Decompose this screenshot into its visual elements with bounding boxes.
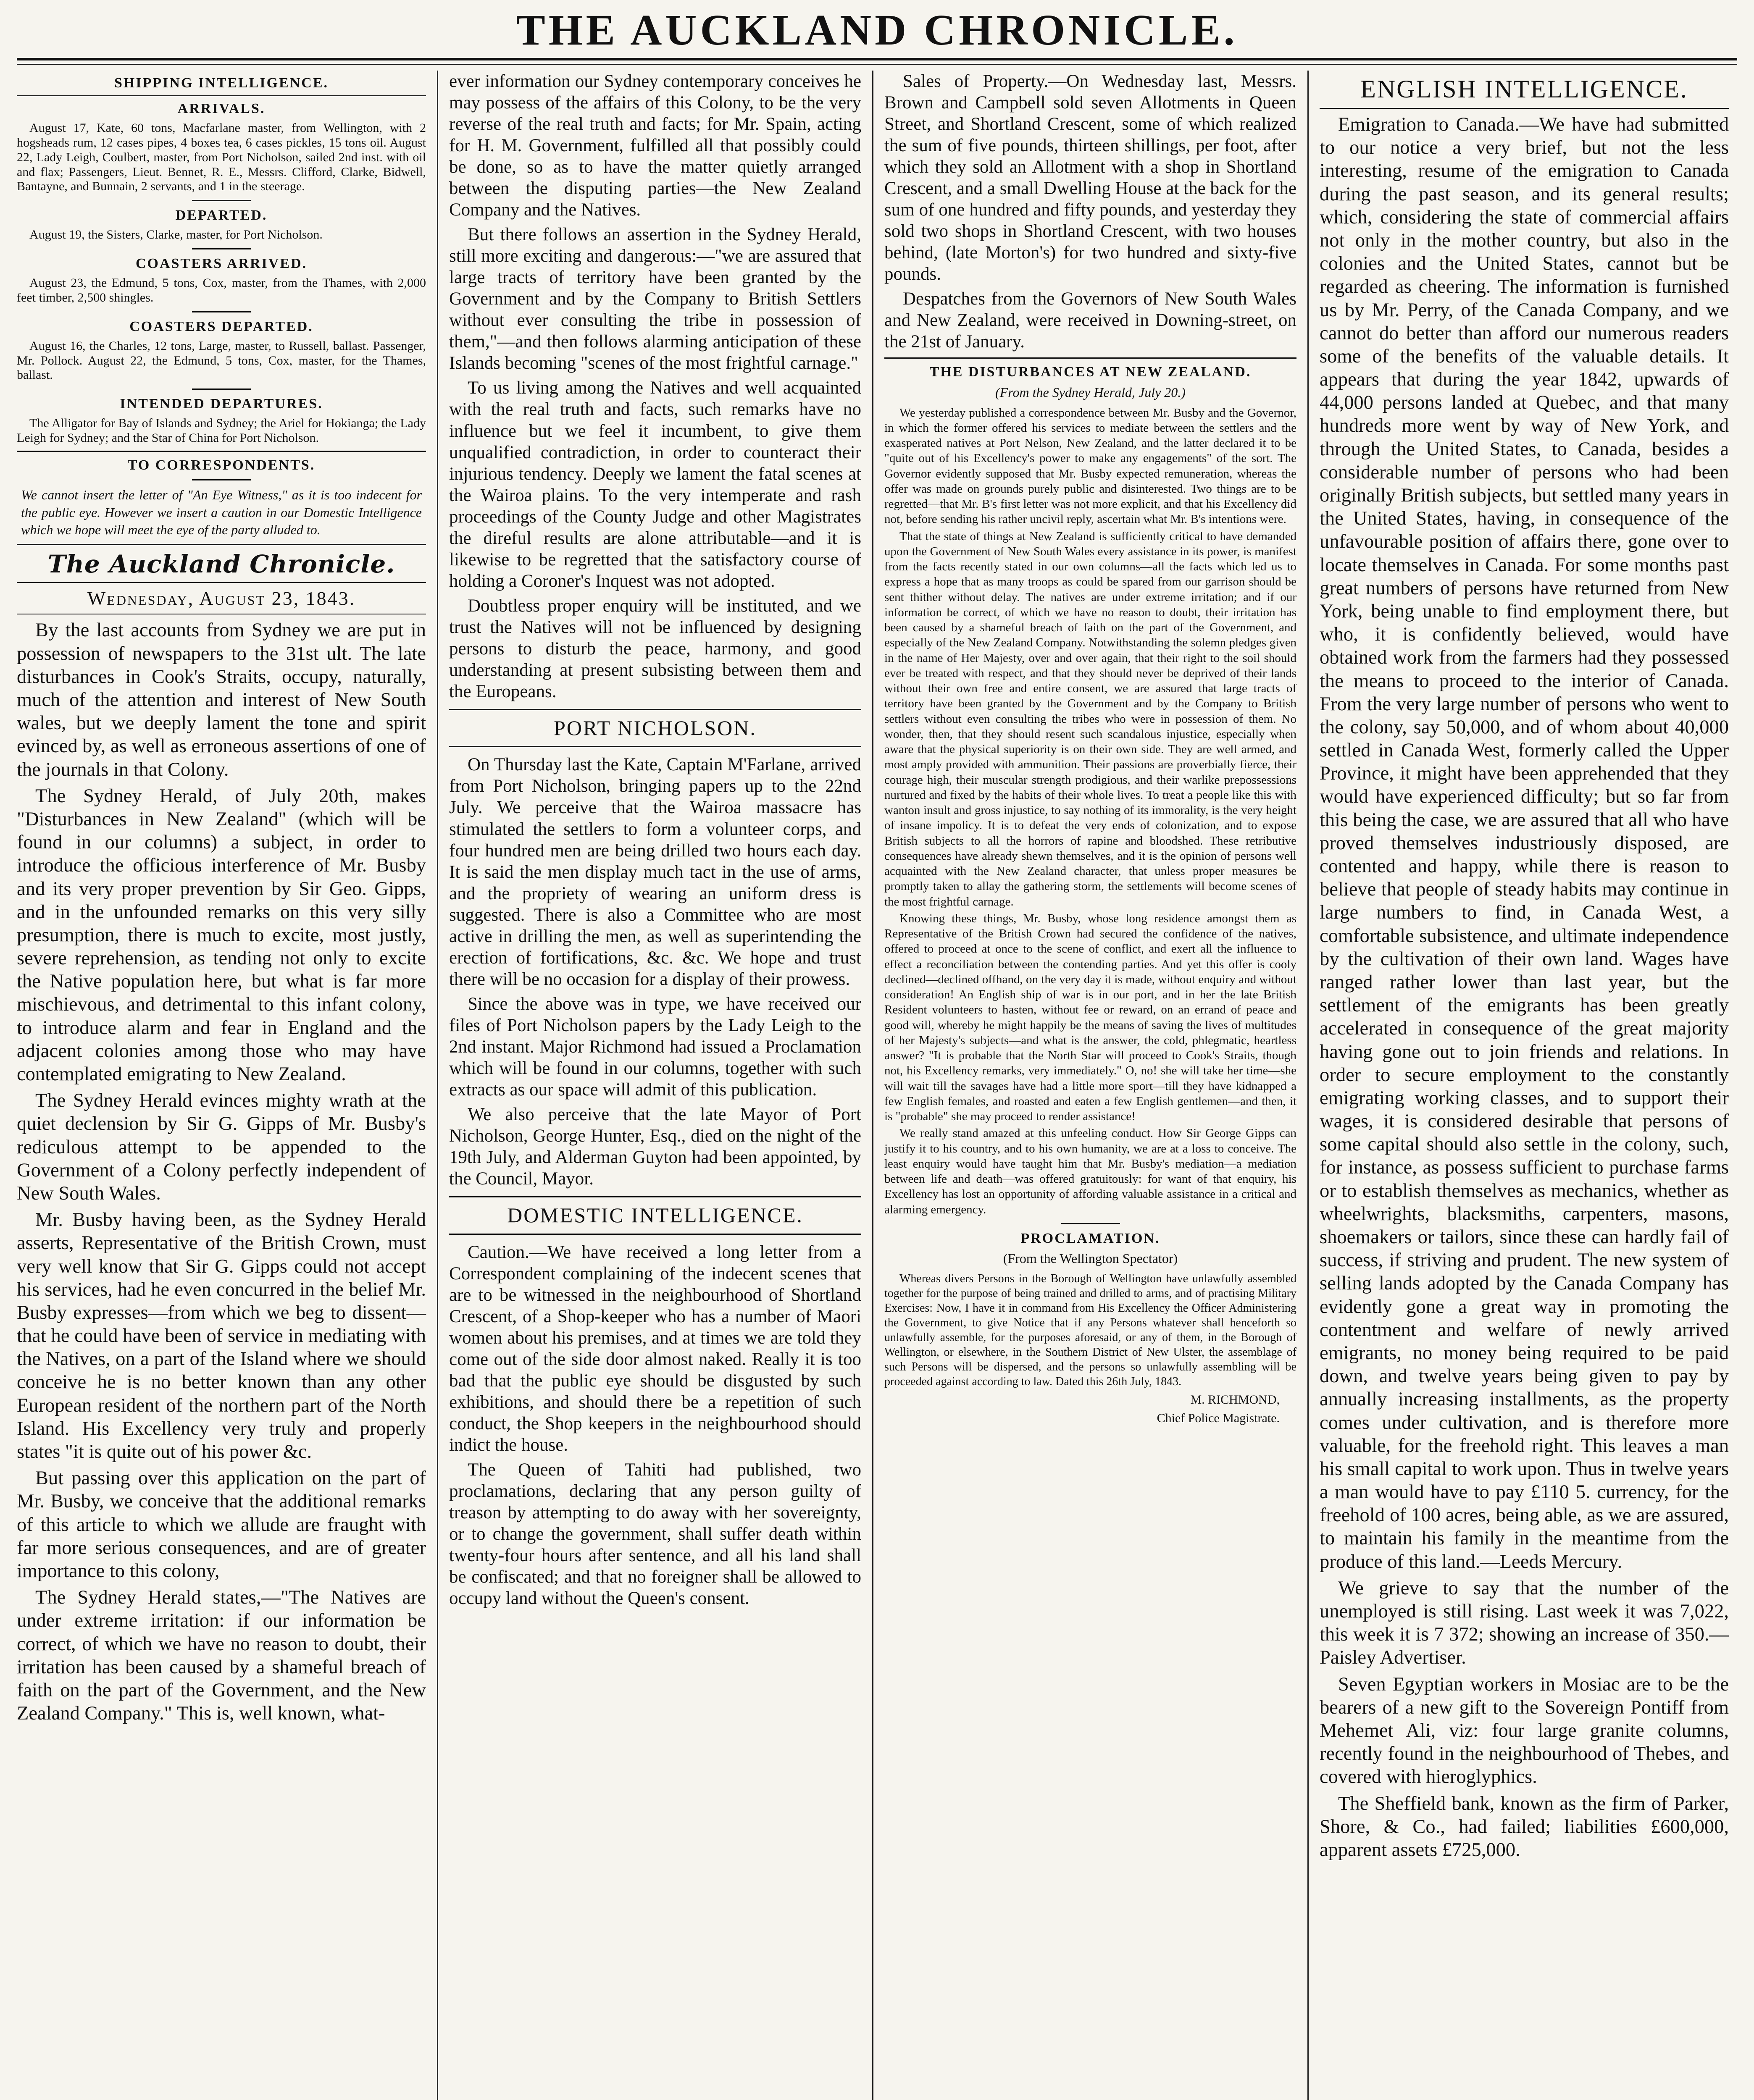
column-4: [1307, 71, 1729, 2100]
paragraph: Mr. Busby having been, as the Sydney Herald asserts, Representative of the British Crown, must very well know that Sir G. Gipps could not accept his services, had he even concurred in the belief Mr. Busby expresses—from which we beg to dissent—that he could have been of service in mediating with the Natives, on a part of the Island where we should conceive he is no better known than any other European resident of the northern part of the North Island. His Excellency very truly and properly states "it is quite out of his power &c.: [17, 1209, 426, 1463]
paragraph: The Sheffield bank, known as the firm of Parker, Shore, & Co., had failed; liabilities £600,000, apparent assets £725,000.: [1320, 1793, 1729, 1861]
domestic-intelligence-heading: DOMESTIC INTELLIGENCE.: [507, 1203, 803, 1227]
departed-text: August 19, the Sisters, Clarke, master, for Port Nicholson.: [29, 228, 323, 242]
column-1: [17, 71, 437, 2100]
paragraph: We grieve to say that the number of the unemployed is still rising. Last week it was 7,022, this week it is 7 372; showing an increase of 350.—Paisley Advertiser.: [1320, 1577, 1729, 1669]
paper-title: The Auckland Chronicle.: [47, 549, 395, 578]
paragraph: Seven Egyptian workers in Mosiac are to be the bearers of a new gift to the Sovereign Pontiff from Mehemet Ali, viz: four large granite columns, recently found in the neighbourhood of Thebes, and covered with hieroglyphics.: [1320, 1673, 1729, 1788]
paragraph: That the state of things at New Zealand is sufficiently critical to have demanded upon the Government of New South Wales every assistance in its power, is manifest from the facts recently stated in our own columns—all the facts which led us to express a hope that as many troops as could be spared from our garrison should be sent thither without delay. The natives are under extreme irritation; and if our information be correct, of which we have no reason to doubt, their irritation has been caused by a shameful breach of faith on the part of the Government, and especially of the New Zealand Company. Notwithstanding the solemn pledges given in the name of Her Majesty, over and over again, that their right to the soil should ever be treated with respect, and that they should never be deprived of their lands without their own free and entire consent, we are assured that large tracts of territory have been granted by the Government and by the Company to British settlers without even consulting the tribes who were in possession of them. No wonder, then, that they should resent such scandalous injustice, especially when aware that the physical superiority is on their own side. They are well armed, and most amply provided with ammunition. Their passions are proverbially fierce, their courage high, their muscular strength prodigious, and their warlike prepossessions nurtured and fixed by the habits of their whole lives. To treat a people like this with wanton insult and gross injustice, to say nothing of its immorality, is the very height of insane impolicy. It is to defeat the very ends of colonization, and to expose British subjects to all the horrors of rapine and bloodshed. These retributive consequences have already shewn themselves, and it is the opinion of persons well acquainted with the New Zealand character, that unless proper measures be promptly taken to allay the gathering storm, the settlements will become scenes of the most frightful carnage.: [884, 529, 1296, 908]
column-2: [437, 71, 872, 2100]
arrivals-text: August 17, Kate, 60 tons, Macfarlane master, from Wellington, with 2 hogsheads rum, 12 cases pipes, 4 boxes tea, 6 cases pickles, 15 tons oil. August 22, Lady Leigh, Coulbert, master, from Port Nicholson, sailed 2nd inst. with oil and flax; Passengers, Lieut. Bennet, R. E., Messrs. Clifford, Clarke, Bidwell, Bantayne, and Bunnain, 2 servants, and 1 in the steerage.: [17, 121, 426, 194]
domestic-intelligence-box: [449, 1196, 861, 1235]
coasters-departed-heading: COASTERS DEPARTED.: [129, 318, 313, 334]
shipping-heading: SHIPPING INTELLIGENCE.: [114, 75, 329, 91]
paragraph: The Queen of Tahiti had published, two proclamations, declaring that any person guilty of treason by attempting to do away with her sovereignty, or to change the government, shall suffer death within twenty-four hours after sentence, and all his land shall be confiscated; and that no foreigner shall be allowed to occupy land without the Queen's consent.: [449, 1460, 861, 1609]
divider: [1061, 1223, 1120, 1224]
intended-departures-text: The Alligator for Bay of Islands and Sydney; the Ariel for Hokianga; the Lady Leigh for Sydney; and the Star of China for Port Nicholson.: [17, 416, 426, 445]
column-3: [872, 71, 1307, 2100]
paragraph: We really stand amazed at this unfeeling conduct. How Sir George Gipps can justify it to his country, and to his own humanity, we are at a loss to conceive. The least enquiry would have taught him that Mr. Busby's mediation—a mediation between life and death—was offered gratuitously: for want of that enquiry, his Excellency has lost an opportunity of affording valuable assistance in a critical and alarming emergency.: [884, 1126, 1296, 1216]
divider: [192, 388, 251, 390]
paragraph: Caution.—We have received a long letter from a Correspondent complaining of the indecent scenes that are to be witnessed in the neighbourhood of Shortland Crescent, of a Shop-keeper who has a number of Maori women about his premises, and at times we are told they come out of the side door almost naked. Really it is too bad that the public eye should be disgusted by such exhibitions, and should there be a repetition of such conduct, the Shop keepers in the neighbourhood should indict the house.: [449, 1242, 861, 1455]
proclamation-heading: PROCLAMATION.: [1020, 1230, 1160, 1246]
paragraph: Since the above was in type, we have received our files of Port Nicholson papers by the Lady Leigh to the 2nd instant. Major Richmond had issued a Proclamation which will be found in our columns, together with such extracts as our space will admit of this publication.: [449, 994, 861, 1100]
proclamation-signature-title: Chief Police Magistrate.: [1157, 1411, 1280, 1425]
departed-heading: DEPARTED.: [175, 207, 268, 223]
divider: [1320, 108, 1729, 109]
divider: [17, 95, 426, 96]
paragraph: On Thursday last the Kate, Captain M'Farlane, arrived from Port Nicholson, bringing papers up to the 22nd July. We perceive that the Wairoa massacre has stimulated the settlers to form a volunteer corps, and four hundred men are being drilled two hours each day. It is said the men display much tact in the use of arms, and the propriety of wearing an uniform dress is suggested. There is also a Committee who are most active in drilling the men, as well as superintending the erection of fortifications, &c. &c. We hope and trust there will be no occasion for a display of their prowess.: [449, 755, 861, 989]
proclamation-text: Whereas divers Persons in the Borough of Wellington have unlawfully assembled together for the purpose of being trained and drilled to arms, and of practising Military Exercises: Now, I have it in command from His Excellency the Officer Administering the Government, to give Notice that if any Persons whatever shall henceforth so unlawfully assemble, for the purposes aforesaid, or any of them, in the Borough of Wellington, or elsewhere, in the Southern District of New Ulster, the assemblage of such Persons will be dispersed, and the persons so unlawfully assembling will be proceeded against according to law. Dated this 26th July, 1843.: [884, 1272, 1296, 1388]
columns: [17, 71, 1737, 2100]
paragraph: ever information our Sydney contemporary conceives he may possess of the affairs of this Colony, to be the very reverse of the real truth and facts; for Mr. Spain, acting for H. M. Government, fulfilled all that possibly could be done, so as to have the matter quietly arranged between the disputing parties—the New Zealand Company and the Natives.: [449, 71, 861, 220]
proclamation-signature: M. RICHMOND,: [1190, 1392, 1280, 1407]
coasters-arrived-heading: COASTERS ARRIVED.: [135, 256, 308, 272]
paragraph: The Sydney Herald evinces mighty wrath at the quiet declension by Sir G. Gipps of Mr. Busby's rediculous attempt to be appended to the Government of a Colony perfectly independent of New South Wales.: [17, 1090, 426, 1204]
correspondents-text: We cannot insert the letter of "An Eye Witness," as it is too indecent for the public eye. However we insert a caution in our Domestic Intelligence which we hope will meet the eye of the party alluded to.: [21, 487, 422, 538]
correspondents-heading: TO CORRESPONDENTS.: [127, 457, 316, 473]
divider: [192, 200, 251, 201]
divider: [192, 248, 251, 249]
masthead: THE AUCKLAND CHRONICLE.: [516, 6, 1238, 54]
paragraph: By the last accounts from Sydney we are put in possession of newspapers to the 31st ult. The late disturbances in Cook's Straits, occupy, naturally, much of the attention and interest of New South wales, but we deeply lament the tone and spirit evinced by, as well as erroneous assertions of one of the journals in that Colony.: [17, 620, 426, 780]
divider: [17, 451, 426, 452]
paragraph: Knowing these things, Mr. Busby, whose long residence amongst them as Representative of the British Crown had secured the confidence of the natives, offered to proceed at once to the scene of conflict, and exert all the influence to effect a reconciliation between the contending parties. And yet this offer is cooly declined—declined offhand, on the very day it is made, without enquiry and without consideration! An English ship of war is in our port, and in her the late British Resident volunteers to hasten, without fee or reward, on an errand of peace and good will, whereby he might happily be the means of saving the lives of multitudes of her Majesty's subjects—and what is the answer, the cold, phlegmatic, heartless answer? "It is probable that the North Star will proceed to Cook's Straits, though not, his Excellency remarks, very immediately." O, no! she will take her time—she will wait till the savages have had a little more sport—till they have kidnapped a few English females, and roasted and eaten a few English gentlemen—and then, it is "probable" she may proceed to render assistance!: [884, 911, 1296, 1123]
arrivals-heading: ARRIVALS.: [177, 101, 266, 117]
divider: [17, 582, 426, 583]
divider: [17, 544, 426, 545]
port-nicholson-heading: PORT NICHOLSON.: [554, 716, 757, 740]
paragraph: The Sydney Herald states,—"The Natives are under extreme irritation: if our information be correct, of which we have no reason to doubt, their irritation has been caused by a shameful breach of faith on the part of the Government, and the New Zealand Company." This is, well known, what-: [17, 1587, 426, 1725]
coasters-arrived-text: August 23, the Edmund, 5 tons, Cox, master, from the Thames, with 2,000 feet timber, 2,500 shingles.: [17, 276, 426, 304]
paragraph: Doubtless proper enquiry will be instituted, and we trust the Natives will not be influenced by designing persons to disturb the peace, harmony, and good understanding at present subsisting between them and the Europeans.: [449, 596, 861, 701]
paragraph: Despatches from the Governors of New South Wales and New Zealand, were received in Downing-street, on the 21st of January.: [884, 289, 1296, 352]
paragraph: Sales of Property.—On Wednesday last, Messrs. Brown and Campbell sold seven Allotments in Queen Street, and Shortland Crescent, some of which realized the sum of five pounds, thirteen shillings, per foot, after which they sold an Allotment with a shop in Shortland Crescent, and a small Dwelling House at the back for the sum of one hundred and fifty pounds, and yesterday they sold two shops in Shortland Crescent, with two houses behind, (late Morton's) for two hundred and sixty-five pounds.: [884, 71, 1296, 284]
disturbances-source: (From the Sydney Herald, July 20.): [995, 384, 1186, 400]
paragraph: We yesterday published a correspondence between Mr. Busby and the Governor, in which the former offered his services to mediate between the settlers and the exasperated natives at Port Nelson, New Zealand, and the latter declared it to be "quite out of his Excellency's power to make any engagements" of the sort. The Governor evidently supposed that Mr. Busby expected remuneration, whereas the offer was made on grounds purely public and disinterested. Two things are to be regretted—that Mr. B's first letter was not more explicit, and that his Excellency did not, before sending his rather uncivil reply, ascertain what Mr. B's intentions were.: [884, 406, 1296, 526]
paragraph: To us living among the Natives and well acquainted with the real truth and facts, such remarks have no influence but we feel it incumbent, to give them unqualified contradiction, in order to counteract their injurious tendency. Deeply we lament the fatal scenes at the Wairoa plains. To the very intemperate and rash proceedings of the County Judge and other Magistrates the direful results are alone attributable—and it is likewise to be regretted that the satisfactory course of holding a Coroner's Inquest was not adopted.: [449, 378, 861, 591]
paragraph: Emigration to Canada.—We have had submitted to our notice a very brief, but not the less interesting, resume of the emigration to Canada during the past season, and its general results; which, considering the state of commercial affairs not only in the mother country, but also in the colonies and the United States, cannot but be regarded as cheering. The information is furnished us by Mr. Perry, of the Canada Company, and we cannot do better than afford our numerous readers some of the benefits of the valuable details. It appears that during the year 1842, upwards of 44,000 persons landed at Quebec, and that many hundreds more went by way of New York, and through the United States, to Canada, besides a considerable number of persons who had been originally British subjects, but settled many years in the United States, having, in consequence of the unfavourable position of affairs there, gone over to locate themselves in Canada. For some months past great numbers of persons have returned from New York, being unable to find employment there, but who, it is confidently believed, would have obtained work from the farmers had they possessed the means to proceed to the interior of Canada. From the very large number of persons who went to the colony, say 50,000, and of whom about 40,000 settled in Canada West, formerly called the Upper Province, it might have been apprehended that they would have experienced difficulty; but so far from this being the case, we are assured that all who have proved themselves industriously disposed, are contented and happy, while there is reason to believe that people of steady habits may continue in large numbers to find, in Canada West, a comfortable subsistence, and ultimate independence by the cultivation of their own land. Wages have ranged rather lower than last year, but the settlement of the emigrants has been greatly accelerated in consequence of the great majority having gone out to join friends and relations. In order to secure employment to the constantly emigrating working classes, and to support their wages, it is considered desirable that persons of some capital should also settle in the colony, such, for instance, as possess sufficient to purchase farms or to establish themselves as mechanics, whether as wheelwrights, blacksmiths, carpenters, masons, shoemakers or tailors, since these can hardly fail of success, if striving and prudent. The new system of selling lands adopted by the Canada Company has evidently gone a great way in promoting the contentment and welfare of newly arrived emigrants, no money being required to be paid down, and twelve years being given to pay by annually increasing installments, as the property comes under cultivation, and is therefore more valuable, for the freehold right. This leaves a man his small capital to work upon. Thus in twelve years a man would have to pay £110 5. currency, for the freehold of 100 acres, being able, as we are assured, to maintain his family in the meantime from the produce of this land.—Leeds Mercury.: [1320, 114, 1729, 1572]
english-intelligence-heading: ENGLISH INTELLIGENCE.: [1360, 75, 1688, 103]
dateline: Wednesday, August 23, 1843.: [87, 588, 356, 609]
paragraph: We also perceive that the late Mayor of Port Nicholson, George Hunter, Esq., died on the night of the 19th July, and Alderman Guyton had been appointed, by the Council, Mayor.: [449, 1104, 861, 1189]
masthead-rule: [17, 58, 1737, 65]
paragraph: The Sydney Herald, of July 20th, makes "Disturbances in New Zealand" (which will be found in our columns) a subject, in order to introduce the officious interference of Mr. Busby and its very proper prevention by Sir Geo. Gipps, and in the unfounded remarks on this very silly presumption, there is much to excite, most justly, severe reprehension, as tending not only to excite the Native population here, but what is far more mischievous, and detrimental to this infant colony, to introduce alarm and fear in England and the adjacent colonies among those who may have contemplated emigrating to New Zealand.: [17, 785, 426, 1085]
coasters-departed-text: August 16, the Charles, 12 tons, Large, master, to Russell, ballast. Passenger, Mr. Pollock. August 22, the Edmund, 5 tons, Cox, master, for the Thames, ballast.: [17, 339, 426, 382]
divider: [884, 357, 1296, 359]
divider: [192, 311, 251, 312]
intended-departures-heading: INTENDED DEPARTURES.: [120, 396, 323, 412]
disturbances-heading: THE DISTURBANCES AT NEW ZEALAND.: [929, 364, 1252, 380]
divider: [192, 479, 251, 480]
proclamation-source: (From the Wellington Spectator): [1003, 1250, 1178, 1266]
port-nicholson-box: [449, 709, 861, 748]
paragraph: But there follows an assertion in the Sydney Herald, still more exciting and dangerous:—"we are assured that large tracts of territory have been granted by the Government and by the Company to British Settlers without ever consulting the tribe in possession of them,"—and then follows alarming anticipation of these Islands becoming "scenes of the most frightful carnage.": [449, 225, 861, 373]
paragraph: But passing over this application on the part of Mr. Busby, we conceive that the additional remarks of this article to which we allude are fraught with far more serious consequences, and are of greater importance to this colony,: [17, 1467, 426, 1582]
